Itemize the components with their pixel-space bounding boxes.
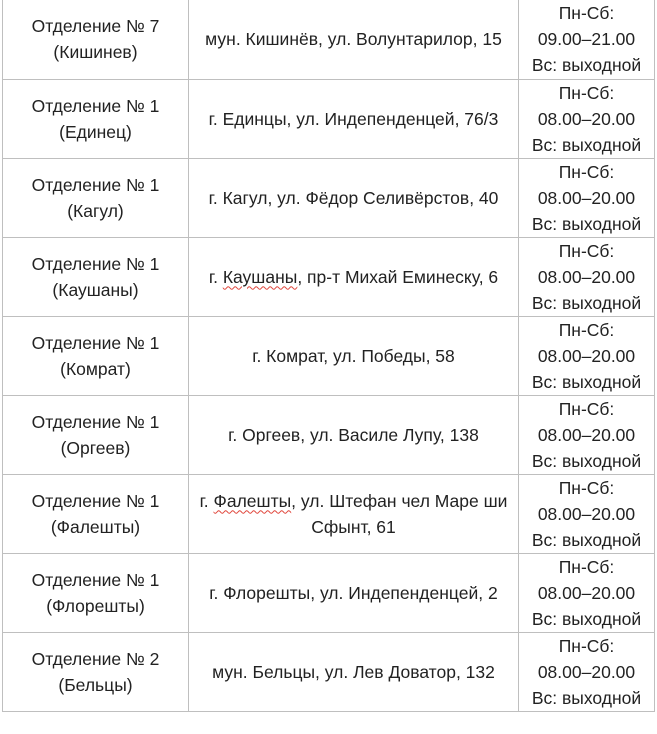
branch-city: (Каушаны) [52, 279, 139, 300]
branch-hours-cell [519, 0, 655, 79]
branch-city: (Комрат) [60, 358, 131, 379]
branch-city: (Единец) [59, 121, 132, 142]
table-row [3, 0, 655, 79]
hours-weekdays: Пн-Сб: [558, 3, 615, 24]
branch-address-cell [189, 632, 519, 711]
table-row [3, 474, 655, 553]
table-row [3, 632, 655, 711]
hours-sunday: Вс: выходной [531, 450, 642, 471]
hours-time: 08.00–20.00 [537, 582, 636, 603]
branch-city: (Кишинев) [53, 42, 138, 63]
hours-time: 08.00–20.00 [537, 187, 636, 208]
branch-address [209, 267, 498, 287]
hours-sunday: Вс: выходной [531, 371, 642, 392]
branch-name: Отделение № 1 [31, 332, 160, 353]
branch-city: (Бельцы) [58, 674, 133, 695]
table-row [3, 158, 655, 237]
branch-city: (Фалешты) [50, 516, 141, 537]
branch-address-cell [189, 0, 519, 79]
branch-name: Отделение № 1 [31, 411, 160, 432]
hours-weekdays: Пн-Сб: [558, 240, 615, 261]
hours-weekdays: Пн-Сб: [558, 161, 615, 182]
branch-name-cell [3, 553, 189, 632]
branch-name: Отделение № 1 [31, 253, 160, 274]
branch-hours-cell [519, 395, 655, 474]
branch-name: Отделение № 1 [31, 174, 160, 195]
table-row [3, 395, 655, 474]
branch-address [200, 491, 508, 537]
hours-weekdays: Пн-Сб: [558, 82, 615, 103]
branch-address-cell [189, 395, 519, 474]
hours-weekdays: Пн-Сб: [558, 635, 615, 656]
hours-sunday: Вс: выходной [531, 608, 642, 629]
table-row [3, 316, 655, 395]
hours-weekdays: Пн-Сб: [558, 319, 615, 340]
branch-name: Отделение № 1 [31, 490, 160, 511]
branches-table-body [3, 0, 655, 711]
branch-hours-cell [519, 316, 655, 395]
hours-time: 08.00–20.00 [537, 345, 636, 366]
branch-name-cell [3, 632, 189, 711]
table-row [3, 553, 655, 632]
branch-address: г. Флорешты, ул. Индепенденцей, 2 [209, 582, 498, 603]
branch-address: мун. Кишинёв, ул. Волунтарилор, 15 [205, 29, 502, 50]
branch-address: мун. Бельцы, ул. Лев Доватор, 132 [212, 661, 495, 682]
branch-name-cell [3, 158, 189, 237]
hours-time: 09.00–21.00 [537, 29, 636, 50]
hours-weekdays: Пн-Сб: [558, 556, 615, 577]
branch-address: г. Оргеев, ул. Василе Лупу, 138 [228, 424, 479, 445]
branch-name-cell [3, 316, 189, 395]
address-rest: , пр-т Михай Еминеску, 6 [297, 266, 499, 287]
branch-address: г. Единцы, ул. Индепенденцей, 76/3 [208, 108, 499, 129]
address-city-misspelled[interactable]: Каушаны [222, 266, 298, 287]
branch-name: Отделение № 1 [31, 569, 160, 590]
branch-name: Отделение № 1 [31, 95, 160, 116]
branch-address-cell [189, 237, 519, 316]
hours-sunday: Вс: выходной [531, 213, 642, 234]
branch-city: (Оргеев) [60, 437, 131, 458]
hours-time: 08.00–20.00 [537, 108, 636, 129]
branch-name-cell [3, 395, 189, 474]
hours-sunday: Вс: выходной [531, 134, 642, 155]
branch-address-cell [189, 553, 519, 632]
address-rest: , ул. Штефан чел Маре ши Сфынт, 61 [291, 490, 508, 537]
branch-address-cell [189, 474, 519, 553]
address-city-misspelled[interactable]: Фалешты [213, 490, 292, 511]
hours-sunday: Вс: выходной [531, 529, 642, 550]
hours-time: 08.00–20.00 [537, 503, 636, 524]
branch-address: г. Кагул, ул. Фёдор Селивёрстов, 40 [208, 187, 499, 208]
branch-name: Отделение № 7 [31, 16, 160, 37]
address-prefix: г. [208, 266, 223, 287]
branch-hours-cell [519, 79, 655, 158]
branch-address: г. Комрат, ул. Победы, 58 [252, 345, 455, 366]
address-prefix: г. [199, 490, 214, 511]
branch-name-cell [3, 237, 189, 316]
hours-weekdays: Пн-Сб: [558, 477, 615, 498]
branch-address-cell [189, 79, 519, 158]
branch-name-cell [3, 79, 189, 158]
hours-sunday: Вс: выходной [531, 55, 642, 76]
branch-hours-cell [519, 474, 655, 553]
table-row [3, 237, 655, 316]
branch-address-cell [189, 316, 519, 395]
hours-sunday: Вс: выходной [531, 687, 642, 708]
branch-hours-cell [519, 632, 655, 711]
branch-city: (Кагул) [67, 200, 124, 221]
hours-sunday: Вс: выходной [531, 292, 642, 313]
branch-address-cell [189, 158, 519, 237]
branch-city: (Флорешты) [46, 595, 145, 616]
branch-hours-cell [519, 158, 655, 237]
branch-name-cell [3, 474, 189, 553]
hours-weekdays: Пн-Сб: [558, 398, 615, 419]
branch-name: Отделение № 2 [31, 648, 160, 669]
table-row [3, 79, 655, 158]
branch-hours-cell [519, 553, 655, 632]
branch-hours-cell [519, 237, 655, 316]
branches-table [2, 0, 655, 712]
hours-time: 08.00–20.00 [537, 266, 636, 287]
hours-time: 08.00–20.00 [537, 661, 636, 682]
branch-name-cell [3, 0, 189, 79]
hours-time: 08.00–20.00 [537, 424, 636, 445]
